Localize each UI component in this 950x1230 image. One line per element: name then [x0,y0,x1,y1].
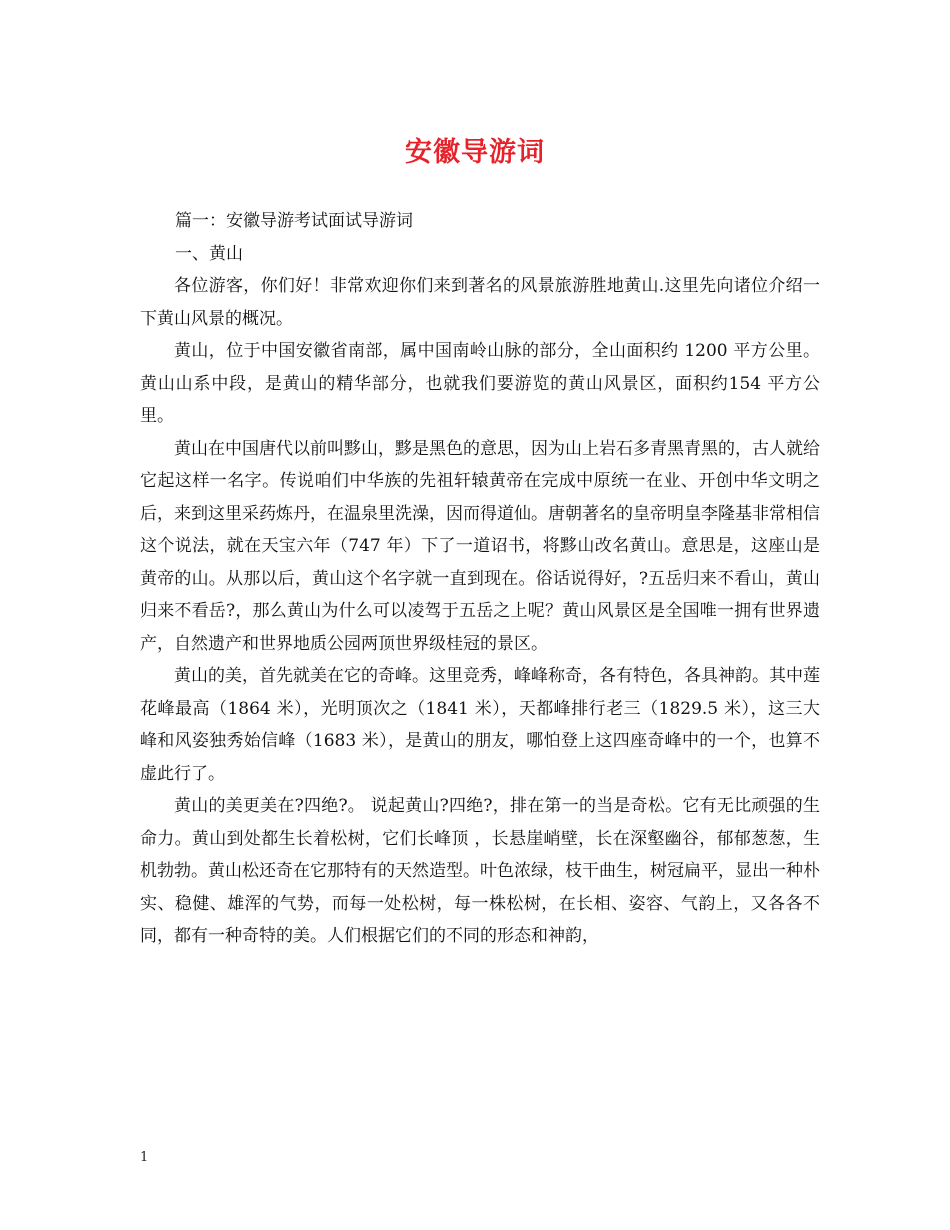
section-heading: 篇一：安徽导游考试面试导游词 [175,211,413,231]
subheading: 一、黄山 [175,243,243,264]
document-body [140,205,820,953]
paragraph-intro: 各位游客，你们好！非常欢迎你们来到著名的风景旅游胜地黄山.这里先向诸位介绍一下黄山风景的概况。 [140,276,820,329]
paragraph-pines: 黄山的美更美在?四绝?。 说起黄山?四绝?，排在第一的当是奇松。它有无比顽强的生命力。黄山到处都生长着松树，它们长峰顶 ，长悬崖峭壁，长在深壑幽谷，郁郁葱葱，生机勃勃。黄山松还奇在它那特有的天然造型。叶色浓绿，枝干曲生，树冠扁平，显出一种朴实、稳健、雄浑的气势，而每一处松树，每一株松树，在长相、姿容、气韵上，又各各不同，都有一种奇特的美。人们根据它们的不同的形态和神韵， [140,796,820,946]
page-number: 1 [140,1150,149,1165]
paragraph-history: 黄山在中国唐代以前叫黟山，黟是黑色的意思，因为山上岩石多青黑青黑的，古人就给它起这样一名字。传说咱们中华族的先祖轩辕黄帝在完成中原统一在业、开创中华文明之后，来到这里采药炼丹，在温泉里洗澡，因而得道仙。唐朝著名的皇帝明皇李隆基非常相信这个说法，就在天宝六年（747 年）下了一道诏书，将黟山改名黄山。意思是，这座山是黄帝的山。从那以后，黄山这个名字就一直到现在。俗话说得好，?五岳归来不看山，黄山归来不看岳?，那么黄山为什么可以凌驾于五岳之上呢？黄山风景区是全国唯一拥有世界遗产，自然遗产和世界地质公园两顶世界级桂冠的景区。 [140,438,820,654]
paragraph-location: 黄山，位于中国安徽省南部，属中国南岭山脉的部分，全山面积约 1200 平方公里。黄山山系中段，是黄山的精华部分，也就我们要游览的黄山风景区，面积约154 平方公里。 [140,341,820,426]
document-title: 安徽导游词 [405,137,545,168]
paragraph-peaks: 黄山的美，首先就美在它的奇峰。这里竞秀，峰峰称奇，各有特色，各具神韵。其中莲花峰最高（1864 米），光明顶次之（1841 米），天都峰排行老三（1829.5 米），这三大峰和风姿独秀始信峰（1683 米），是黄山的朋友，哪怕登上这四座奇峰中的一个，也算不虚此行了。 [140,666,820,784]
